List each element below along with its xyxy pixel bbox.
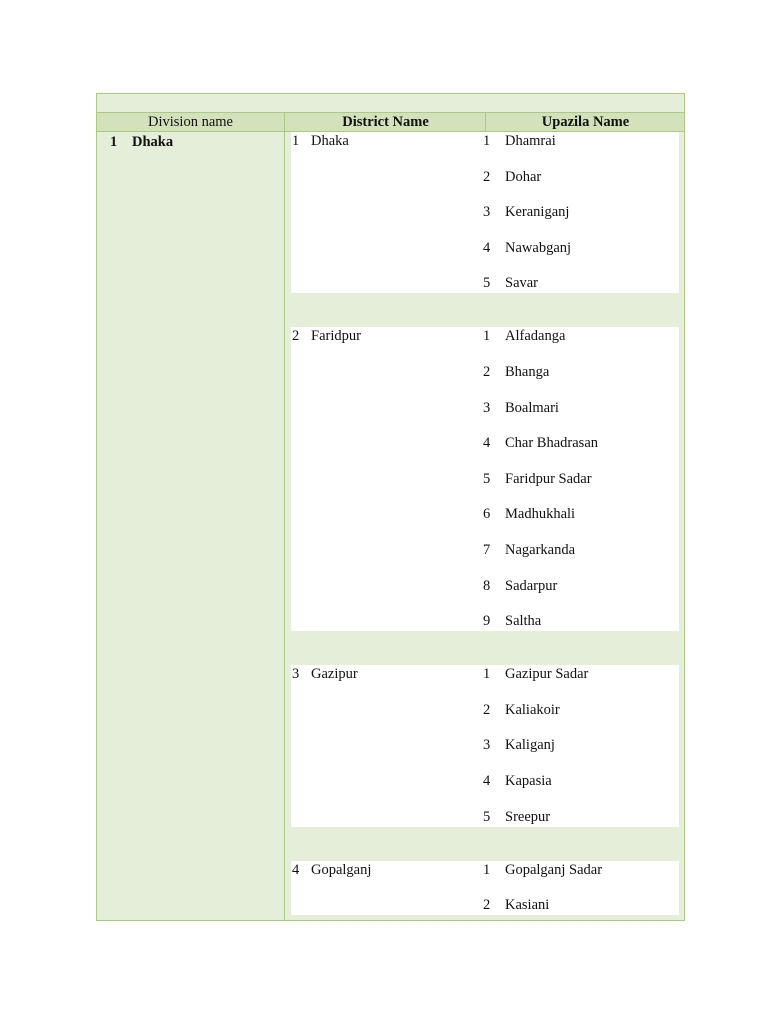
- upazila-number: 2: [483, 701, 491, 718]
- header-division-name: Division name: [148, 114, 233, 130]
- upazila-name: Kaliganj: [505, 737, 555, 754]
- upazila-name: Sreepur: [505, 808, 551, 825]
- upazila-number: 1: [483, 328, 491, 345]
- upazila-name: Boalmari: [505, 399, 559, 416]
- table-title-band: [97, 94, 684, 113]
- upazila-item: [483, 274, 538, 292]
- upazila-item: [483, 861, 602, 879]
- column-divider-division: [284, 113, 285, 920]
- upazila-item: [483, 168, 541, 186]
- upazila-name: Nawabganj: [505, 239, 572, 256]
- district-name: Faridpur: [311, 328, 361, 345]
- column-divider-district: [485, 113, 486, 132]
- upazila-name: Faridpur Sadar: [505, 470, 592, 487]
- upazila-number: 8: [483, 577, 491, 594]
- upazila-number: 6: [483, 506, 491, 523]
- district-label: [292, 132, 349, 150]
- header-district-name: District Name: [342, 114, 429, 130]
- upazila-item: [483, 896, 549, 914]
- upazila-name: Gazipur Sadar: [505, 666, 589, 683]
- upazila-name: Kapasia: [505, 772, 552, 789]
- upazila-number: 3: [483, 737, 491, 754]
- district-block: [291, 665, 679, 826]
- district-block: [291, 132, 679, 293]
- upazila-item: [483, 327, 565, 345]
- upazila-item: [483, 808, 550, 826]
- table-right-strip: [679, 132, 684, 920]
- upazila-number: 2: [483, 897, 491, 914]
- upazila-number: 3: [483, 204, 491, 221]
- upazila-number: 5: [483, 275, 491, 292]
- upazila-item: [483, 399, 559, 417]
- upazila-number: 4: [483, 435, 491, 452]
- division-name: Dhaka: [132, 134, 174, 150]
- upazila-item: [483, 203, 569, 221]
- header-upazila-name: Upazila Name: [541, 114, 630, 130]
- district-name: Gopalganj: [311, 861, 372, 878]
- upazila-item: [483, 577, 557, 595]
- upazila-table: [96, 93, 685, 921]
- division-number: 1: [110, 134, 118, 150]
- district-label: [292, 665, 358, 683]
- upazila-item: [483, 239, 571, 257]
- upazila-item: [483, 505, 575, 523]
- upazila-number: 2: [483, 363, 491, 380]
- upazila-item: [483, 665, 588, 683]
- upazila-name: Dhamrai: [505, 133, 556, 149]
- upazila-name: Madhukhali: [505, 506, 576, 523]
- upazila-number: 1: [483, 666, 491, 683]
- upazila-number: 5: [483, 470, 491, 487]
- upazila-item: [483, 612, 541, 630]
- upazila-item: [483, 541, 575, 559]
- upazila-number: 5: [483, 808, 491, 825]
- district-label: [292, 327, 361, 345]
- division-column: [97, 132, 284, 920]
- district-name: Gazipur: [311, 666, 358, 683]
- division-entry: [110, 134, 173, 151]
- upazila-name: Bhanga: [505, 363, 550, 380]
- district-name: Dhaka: [311, 133, 349, 149]
- district-block: [291, 327, 679, 631]
- upazila-item: [483, 772, 552, 790]
- upazila-item: [483, 132, 556, 150]
- upazila-number: 9: [483, 613, 491, 630]
- upazila-name: Gopalganj Sadar: [505, 861, 603, 878]
- upazila-number: 1: [483, 133, 491, 149]
- upazila-item: [483, 701, 560, 719]
- upazila-number: 2: [483, 168, 491, 185]
- upazila-number: 1: [483, 861, 491, 878]
- district-number: 2: [292, 328, 300, 345]
- upazila-name: Kaliakoir: [505, 701, 560, 718]
- district-number: 4: [292, 861, 300, 878]
- district-block: [291, 861, 679, 916]
- upazila-name: Sadarpur: [505, 577, 558, 594]
- upazila-name: Savar: [505, 275, 539, 292]
- upazila-name: Keraniganj: [505, 204, 570, 221]
- upazila-name: Kasiani: [505, 897, 550, 914]
- upazila-name: Dohar: [505, 168, 542, 185]
- upazila-name: Char Bhadrasan: [505, 435, 599, 452]
- district-area: [291, 132, 679, 920]
- upazila-number: 4: [483, 239, 491, 256]
- upazila-number: 3: [483, 399, 491, 416]
- upazila-number: 4: [483, 772, 491, 789]
- upazila-name: Alfadanga: [505, 328, 566, 345]
- upazila-name: Nagarkanda: [505, 541, 576, 558]
- upazila-name: Saltha: [505, 613, 542, 630]
- upazila-item: [483, 434, 598, 452]
- upazila-item: [483, 470, 592, 488]
- upazila-item: [483, 736, 555, 754]
- upazila-number: 7: [483, 541, 491, 558]
- district-number: 1: [292, 133, 300, 149]
- district-number: 3: [292, 666, 300, 683]
- district-label: [292, 861, 371, 879]
- upazila-item: [483, 363, 549, 381]
- table-header-row: [97, 113, 684, 132]
